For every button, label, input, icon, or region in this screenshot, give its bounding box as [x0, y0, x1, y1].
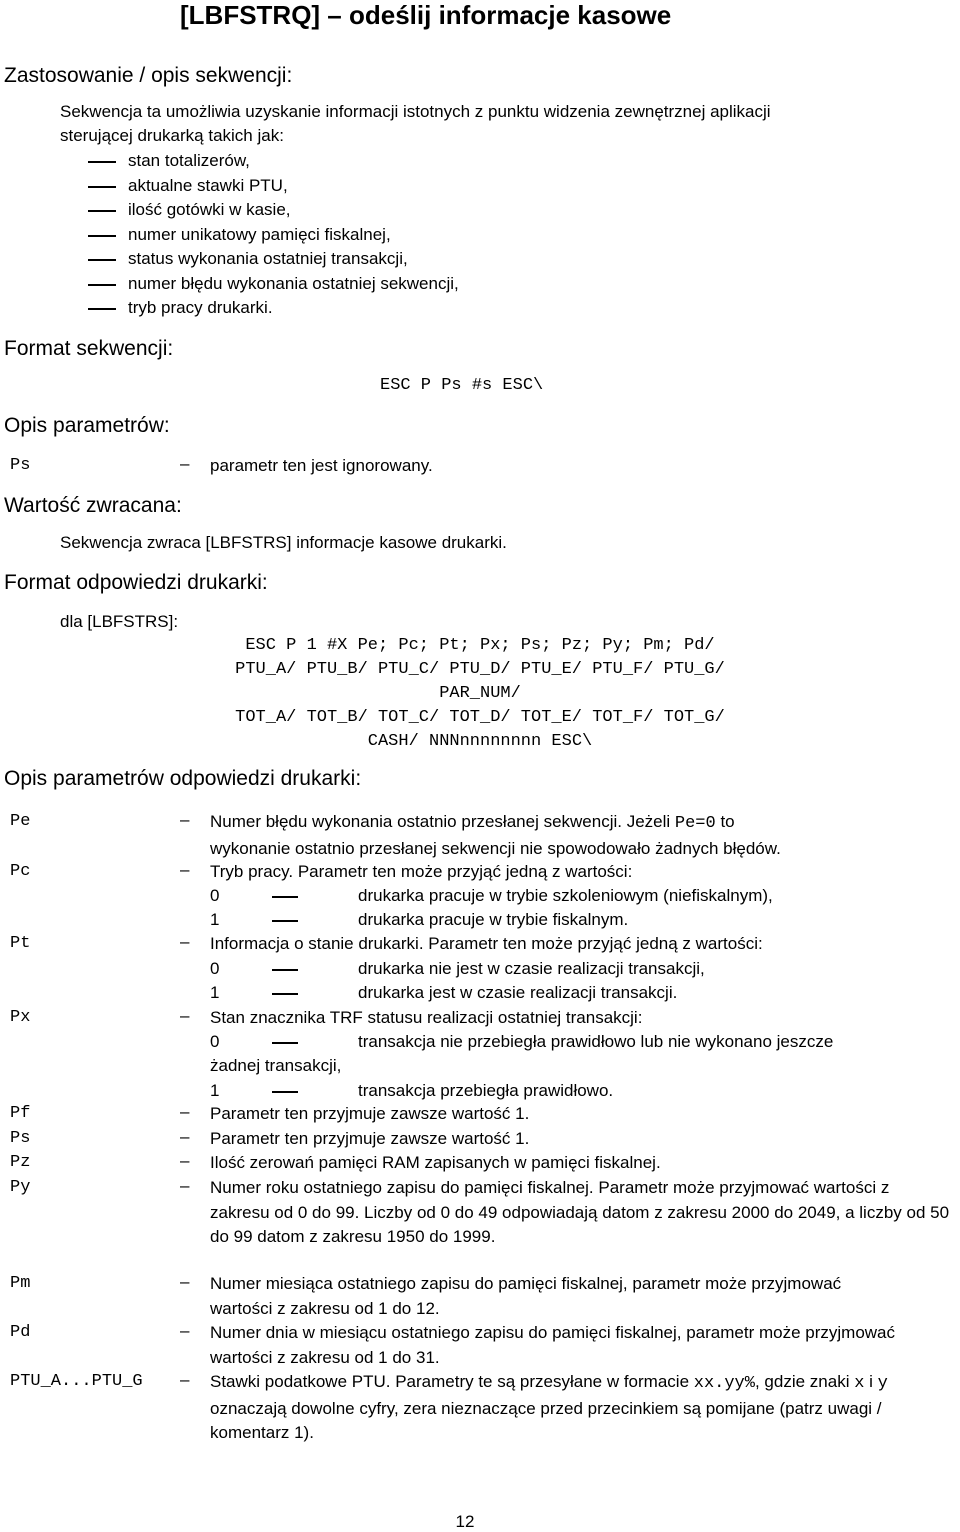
- param-description: Numer dnia w miesiącu ostatniego zapisu do pamięci fiskalnej, parametr może przyjmować wartości z zakresu od 1 do 31.: [210, 1323, 896, 1367]
- bullet-dash: [88, 259, 116, 261]
- value-code: 0: [210, 959, 220, 978]
- desc-text: Stawki podatkowe PTU. Parametry te są przesyłane w formacie: [210, 1372, 694, 1391]
- bullet-dash: [88, 161, 116, 163]
- reply-code-line: PAR_NUM/: [439, 684, 521, 703]
- param-description: Tryb pracy. Parametr ten może przyjąć jedną z wartości:: [210, 862, 633, 881]
- param-name: Px: [10, 1008, 31, 1027]
- list-item: ilość gotówki w kasie,: [128, 200, 291, 219]
- value-dash: [272, 993, 298, 995]
- param-name: Py: [10, 1178, 31, 1197]
- reply-code-line: TOT_A/ TOT_B/ TOT_C/ TOT_D/ TOT_E/ TOT_F/ TOT_G/: [235, 708, 725, 727]
- section-heading-format: Format sekwencji:: [4, 337, 174, 360]
- page-number: 12: [455, 1512, 475, 1531]
- list-item: stan totalizerów,: [128, 151, 250, 170]
- param-description: Numer miesiąca ostatniego zapisu do pamięci fiskalnej, parametr może przyjmować wartości z zakresu od 1 do 12.: [210, 1274, 842, 1318]
- value-code: 0: [210, 1032, 220, 1051]
- param-name: PTU_A...PTU_G: [10, 1372, 143, 1391]
- intro-line-1: Sekwencja ta umożliwia uzyskanie informacji istotnych z punktu widzenia zewnętrznej aplikacji: [60, 102, 771, 121]
- value-code: 1: [210, 1081, 220, 1100]
- param-name: Pc: [10, 862, 31, 881]
- value-dash: [272, 969, 298, 971]
- param-dash: –: [180, 932, 190, 951]
- value-text: drukarka nie jest w czasie realizacji transakcji,: [358, 959, 705, 978]
- bullet-dash: [88, 284, 116, 286]
- value-dash: [272, 1042, 298, 1044]
- param-dash: –: [180, 1127, 190, 1146]
- value-code: 1: [210, 910, 220, 929]
- desc-text: to: [715, 812, 735, 831]
- value-text: transakcja nie przebiegła prawidłowo lub nie wykonano jeszcze: [358, 1032, 834, 1051]
- list-item: status wykonania ostatniej transakcji,: [128, 249, 408, 268]
- param-description: Stan znacznika TRF statusu realizacji ostatniej transakcji:: [210, 1008, 643, 1027]
- desc-text: Numer błędu wykonania ostatnio przesłanej sekwencji. Jeżeli: [210, 812, 675, 831]
- desc-text: oznaczają dowolne cyfry, zera nieznaczące przed przecinkiem są pomijane (patrz uwagi / komentarz 1).: [210, 1398, 882, 1442]
- list-item: aktualne stawki PTU,: [128, 176, 288, 195]
- param-dash: –: [180, 860, 190, 879]
- param-dash: –: [180, 1006, 190, 1025]
- value-code: 1: [210, 983, 220, 1002]
- inline-code: y: [877, 1374, 888, 1393]
- param-dash: –: [180, 1321, 190, 1340]
- param-description: Parametr ten przyjmuje zawsze wartość 1.: [210, 1104, 530, 1123]
- param-name: Pz: [10, 1153, 31, 1172]
- list-item: numer unikatowy pamięci fiskalnej,: [128, 225, 391, 244]
- value-text: drukarka pracuje w trybie szkoleniowym (niefiskalnym),: [358, 886, 773, 905]
- inline-code: xx.yy%: [693, 1374, 755, 1393]
- value-text-continuation: żadnej transakcji,: [210, 1056, 342, 1075]
- section-heading-return: Wartość zwracana:: [4, 494, 182, 517]
- inline-code: x: [854, 1374, 865, 1393]
- param-name: Ps: [10, 1129, 31, 1148]
- list-item: numer błędu wykonania ostatniej sekwencji,: [128, 274, 459, 293]
- page-title: [LBFSTRQ] – odeślij informacje kasowe: [180, 0, 672, 30]
- section-heading-usage: Zastosowanie / opis sekwencji:: [4, 64, 293, 87]
- param-dash: –: [180, 1370, 190, 1389]
- param-description: Parametr ten przyjmuje zawsze wartość 1.: [210, 1129, 530, 1148]
- param-dash: –: [180, 454, 190, 473]
- param-dash: –: [180, 810, 190, 829]
- intro-line-2: sterującej drukarką takich jak:: [60, 126, 284, 145]
- value-dash: [272, 920, 298, 922]
- bullet-dash: [88, 235, 116, 237]
- value-code: 0: [210, 886, 220, 905]
- value-text: drukarka pracuje w trybie fiskalnym.: [358, 910, 629, 929]
- param-dash: –: [180, 1272, 190, 1291]
- param-dash: –: [180, 1102, 190, 1121]
- param-dash: –: [180, 1176, 190, 1195]
- section-heading-reply-params: Opis parametrów odpowiedzi drukarki:: [4, 767, 362, 790]
- reply-label: dla [LBFSTRS]:: [60, 612, 179, 631]
- param-description: parametr ten jest ignorowany.: [210, 456, 433, 475]
- value-dash: [272, 1091, 298, 1093]
- param-description: Informacja o stanie drukarki. Parametr ten może przyjąć jedną z wartości:: [210, 934, 763, 953]
- bullet-dash: [88, 186, 116, 188]
- value-text: transakcja przebiegła prawidłowo.: [358, 1081, 614, 1100]
- param-name: Pt: [10, 934, 31, 953]
- section-heading-reply-format: Format odpowiedzi drukarki:: [4, 571, 268, 594]
- param-name: Pe: [10, 812, 31, 831]
- param-description: Ilość zerowań pamięci RAM zapisanych w pamięci fiskalnej.: [210, 1153, 661, 1172]
- param-name: Pm: [10, 1274, 31, 1293]
- bullet-dash: [88, 308, 116, 310]
- reply-code-line: ESC P 1 #X Pe; Pc; Pt; Px; Ps; Pz; Py; Pm; Pd/: [245, 636, 715, 655]
- reply-code-line: CASH/ NNNnnnnnnnn ESC\: [367, 732, 593, 751]
- param-description: Numer roku ostatniego zapisu do pamięci fiskalnej. Parametr może przyjmować wartości z zakresu od 0 do 99. Liczby od 0 do 49 odpowiadają datom z zakresu 2000 do 2049, a liczby od 50 do 99 datom z zakresu 1950 do 1999.: [210, 1178, 950, 1246]
- param-description: [210, 810, 955, 861]
- inline-code: Pe=0: [674, 814, 716, 833]
- reply-code-line: PTU_A/ PTU_B/ PTU_C/ PTU_D/ PTU_E/ PTU_F/ PTU_G/: [235, 660, 725, 679]
- bullet-dash: [88, 210, 116, 212]
- param-description: [210, 1370, 950, 1446]
- desc-text: i: [864, 1372, 878, 1391]
- param-dash: –: [180, 1151, 190, 1170]
- format-code: ESC P Ps #s ESC\: [380, 376, 544, 395]
- param-name: Ps: [10, 456, 31, 475]
- param-name: Pf: [10, 1104, 31, 1123]
- desc-text: , gdzie znaki: [754, 1372, 855, 1391]
- section-heading-params: Opis parametrów:: [4, 414, 170, 437]
- value-text: drukarka jest w czasie realizacji transakcji.: [358, 983, 678, 1002]
- value-dash: [272, 896, 298, 898]
- desc-text: wykonanie ostatnio przesłanej sekwencji nie spowodowało żadnych błędów.: [210, 838, 781, 858]
- param-name: Pd: [10, 1323, 31, 1342]
- return-text: Sekwencja zwraca [LBFSTRS] informacje kasowe drukarki.: [60, 533, 507, 552]
- list-item: tryb pracy drukarki.: [128, 298, 273, 317]
